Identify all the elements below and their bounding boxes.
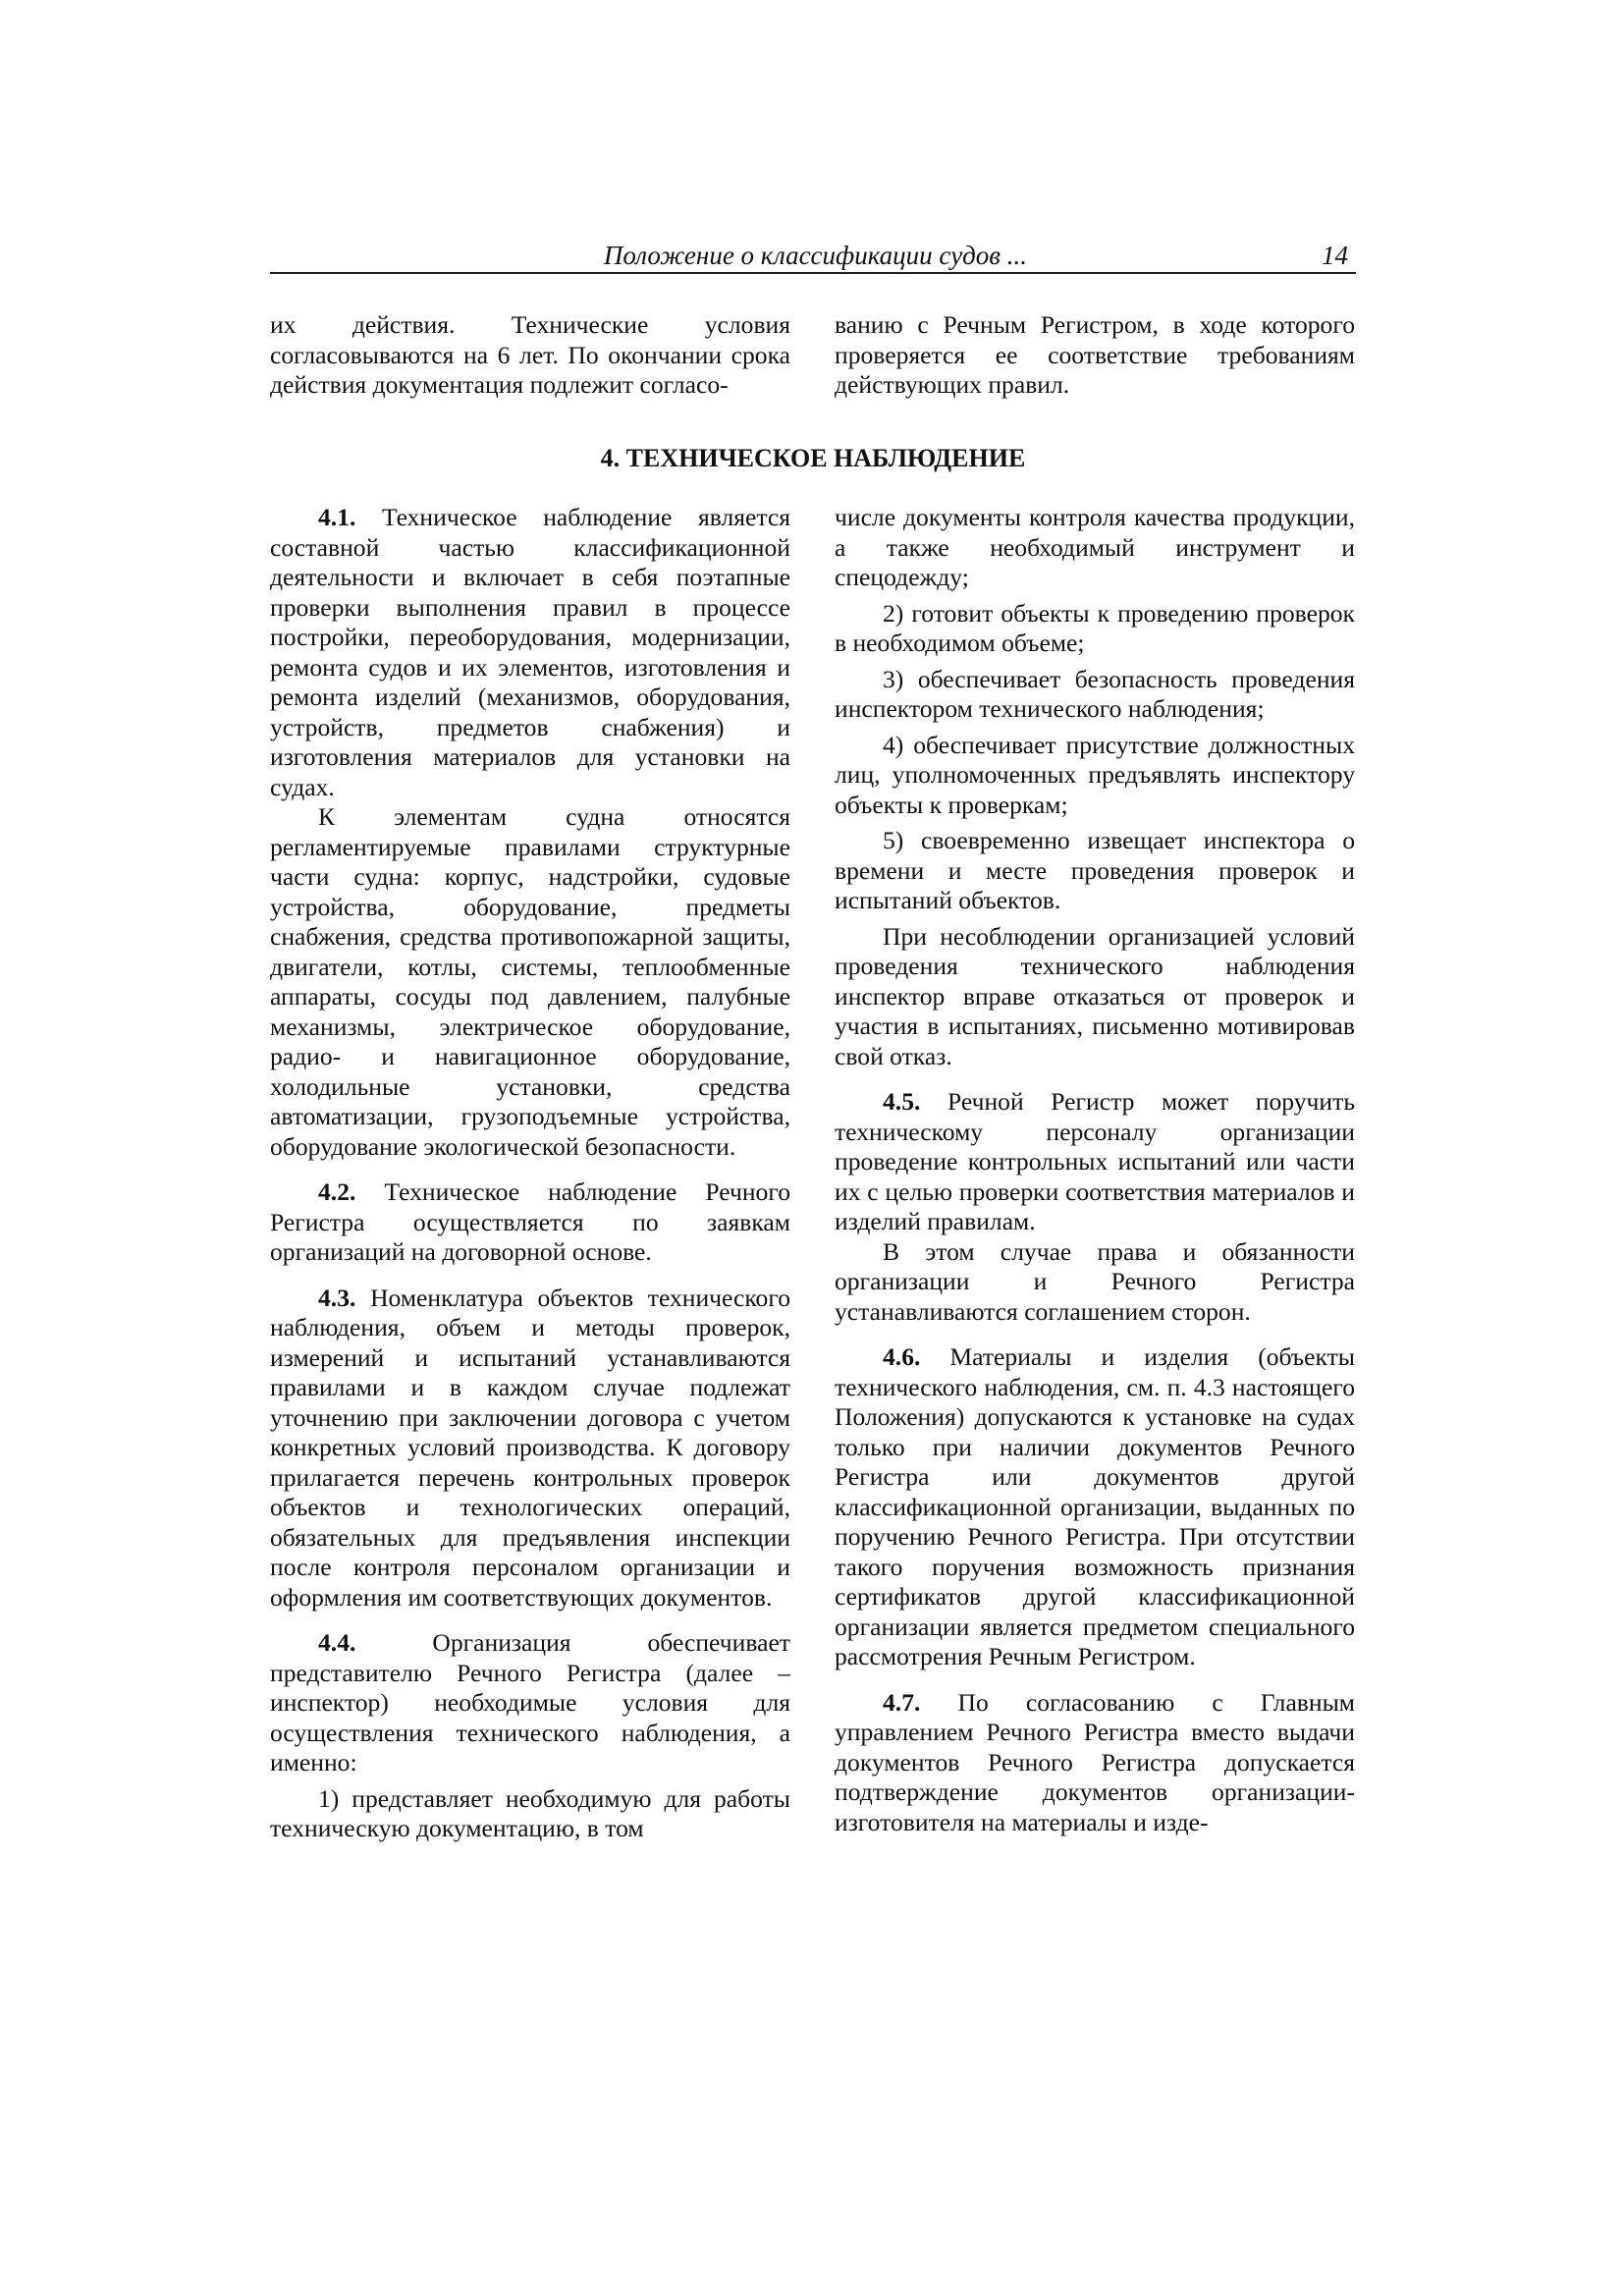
- paragraph: ванию с Речным Регистром, в ходе которого проверяется ее соответствие требованиям действующих правил.: [835, 310, 1355, 399]
- clause-text: Техническое наблюдение Речного Регистра осуществляется по заявкам организаций на договорной основе.: [270, 1177, 790, 1266]
- list-item: 4) обеспечивает присутствие должностных лиц, уполномоченных предъявлять инспектору объекты к проверкам;: [835, 730, 1355, 819]
- clause-4-4: [270, 1628, 790, 1778]
- clause-4-3: [270, 1284, 790, 1613]
- clause-4-5: [835, 1087, 1355, 1237]
- clause-number: 4.2.: [318, 1177, 356, 1206]
- running-header: [270, 241, 1356, 274]
- left-column: [270, 503, 790, 1844]
- list-item: 1) представляет необходимую для работы техническую документацию, в том: [270, 1783, 790, 1842]
- paragraph: их действия. Технические условия согласовываются на 6 лет. По окончании срока действия документация подлежит согласо-: [270, 310, 790, 399]
- clause-number: 4.7.: [883, 1687, 921, 1717]
- paragraph: К элементам судна относятся регламентируемые правилами структурные части судна: корпус, надстройки, судовые устройства, оборудование, предметы снабжения, средства противопожарной защиты, двигатели, котлы, системы, теплообменные аппараты, сосуды под давлением, палубные механизмы, электрическое оборудование, радио- и навигационное оборудование, холодильные установки, средства автоматизации, грузоподъемные устройства, оборудование экологической безопасности.: [270, 802, 790, 1161]
- top-right-continuation: [835, 310, 1355, 401]
- clause-number: 4.1.: [318, 503, 356, 531]
- section-title: 4. ТЕХНИЧЕСКОЕ НАБЛЮДЕНИЕ: [600, 444, 1026, 472]
- list-item: 2) готовит объекты к проведению проверок в необходимом объеме;: [835, 598, 1355, 657]
- clause-4-7: [835, 1688, 1355, 1838]
- list-item: 3) обеспечивает безопасность проведения инспектором технического наблюдения;: [835, 664, 1355, 723]
- clause-text: Речной Регистр может поручить техническому персоналу организации проведение контрольных испытаний или части их с целью проверки соответствия материалов и изделий правилам.: [835, 1087, 1355, 1235]
- clause-number: 4.5.: [883, 1087, 921, 1116]
- clause-text: Материалы и изделия (объекты технического наблюдения, см. п. 4.3 настоящего Положения) допускаются к установке на судах только при наличии документов Речного Регистра или документов другой классификационной организации, выданных по поручению Речного Регистра. При отсутствии такого поручения возможность признания сертификатов другой классификационной организации является предметом специального рассмотрения Речным Регистром.: [835, 1342, 1355, 1670]
- paragraph: В этом случае права и обязанности организации и Речного Регистра устанавливаются соглашением сторон.: [835, 1236, 1355, 1326]
- clause-4-1: [270, 503, 790, 802]
- clause-number: 4.3.: [318, 1283, 356, 1312]
- clause-4-2: [270, 1177, 790, 1268]
- paragraph: При несоблюдении организацией условий проведения технического наблюдения инспектор вправе отказаться от проверок и участия в испытаниях, письменно мотивировав свой отказ.: [835, 921, 1355, 1070]
- paragraph: числе документы контроля качества продукции, а также необходимый инструмент и спецодежду;: [835, 503, 1355, 591]
- clause-text: Организация обеспечивает представителю Речного Регистра (далее – инспектор) необходимые условия для осуществления технического наблюдения, а именно:: [270, 1628, 790, 1777]
- clause-text: Техническое наблюдение является составной частью классификационной деятельности и включает в себя поэтапные проверки выполнения правил в процессе постройки, переоборудования, модернизации, ремонта судов и их элементов, изготовления и ремонта изделий (механизмов, оборудования, устройств, предметов снабжения) и изготовления материалов для установки на судах.: [270, 503, 790, 801]
- page-number: 14: [1322, 241, 1348, 270]
- right-column: [835, 503, 1355, 1837]
- header-title: Положение о классификации судов ...: [603, 241, 1027, 270]
- clause-text: По согласованию с Главным управлением Речного Регистра вместо выдачи документов Речного Регистра допускается подтверждение документов организации-изготовителя на материалы и изде-: [835, 1687, 1355, 1836]
- list-item: 5) своевременно извещает инспектора о времени и месте проведения проверок и испытаний объектов.: [835, 826, 1355, 914]
- clause-number: 4.6.: [883, 1342, 921, 1371]
- clause-4-6: [835, 1342, 1355, 1672]
- clause-text: Номенклатура объектов технического наблюдения, объем и методы проверок, измерений и испытаний устанавливаются правилами и в каждом случае подлежат уточнению при заключении договора с учетом конкретных условий производства. К договору прилагается перечень контрольных проверок объектов и технологических операций, обязательных для предъявления инспекции после контроля персоналом организации и оформления им соответствующих документов.: [270, 1283, 790, 1612]
- top-left-continuation: [270, 310, 790, 401]
- clause-number: 4.4.: [318, 1628, 356, 1657]
